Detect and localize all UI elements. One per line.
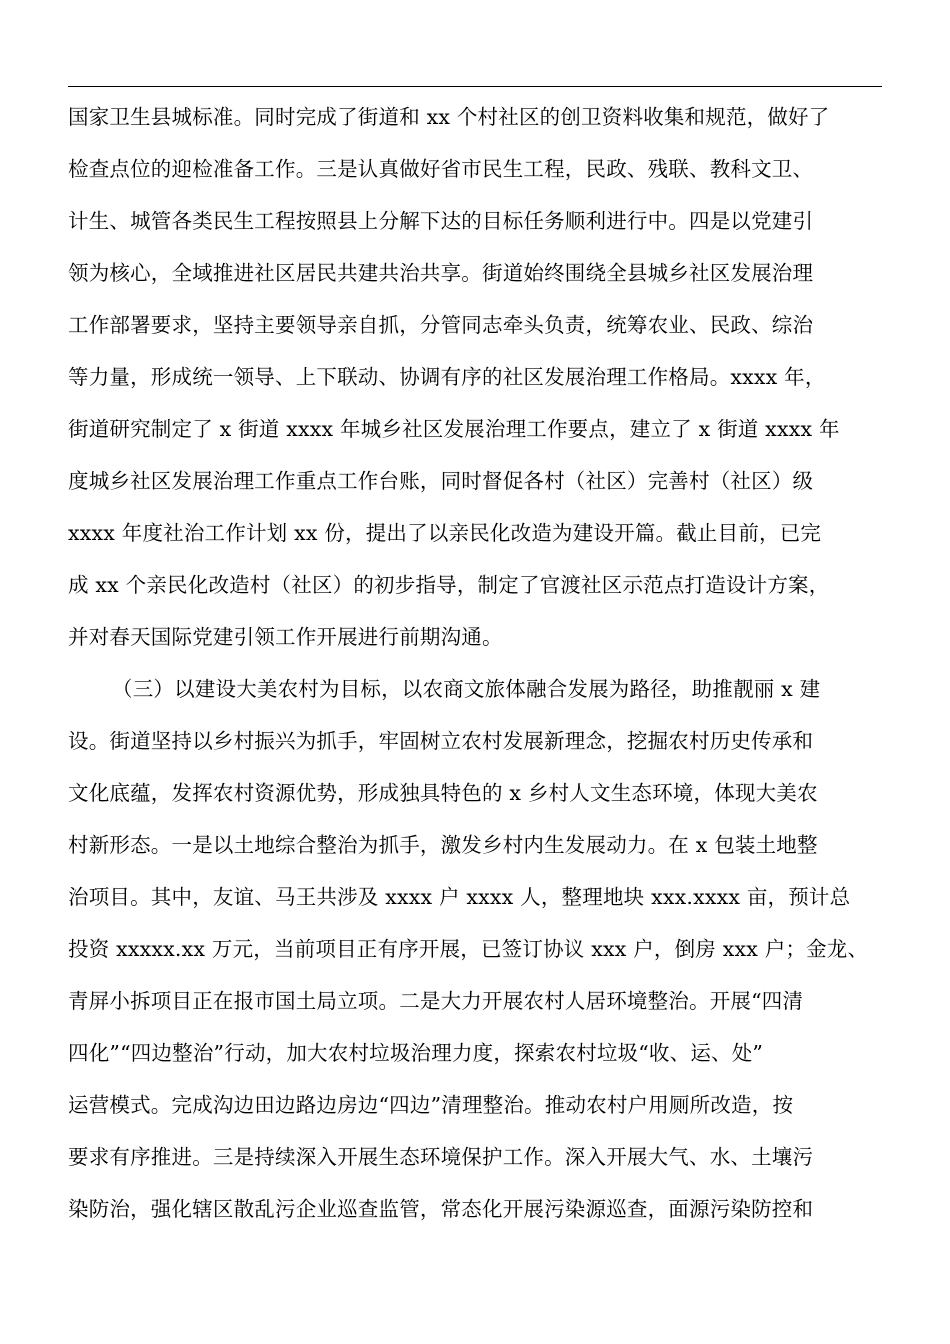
- text-line: 设。街道坚持以乡村振兴为抓手，牢固树立农村发展新理念，挖掘农村历史传承和: [68, 729, 814, 753]
- text-line: 街道研究制定了 x 街道 xxxx 年城乡社区发展治理工作要点，建立了 x 街道 xxxx 年: [68, 417, 840, 441]
- text-line: （三）以建设大美农村为目标，以农商文旅体融合发展为路径，助推靓丽 x 建: [112, 677, 821, 701]
- paragraph-continued: [68, 91, 898, 663]
- text-line: xxxx 年度社治工作计划 xx 份，提出了以亲民化改造为建设开篇。截止目前，已完: [68, 521, 822, 545]
- text-line: 运营模式。完成沟边田边路边房边“四边”清理整治。推动农村户用厕所改造，按: [68, 1093, 794, 1117]
- text-line: 投资 xxxxx.xx 万元，当前项目正有序开展，已签订协议 xxx 户，倒房 xxx 户；金龙、: [68, 937, 869, 961]
- text-line: 工作部署要求，坚持主要领导亲自抓，分管同志牵头负责，统筹农业、民政、综治: [68, 313, 814, 337]
- text-line: 并对春天国际党建引领工作开展进行前期沟通。: [68, 625, 503, 649]
- text-line: 文化底蕴，发挥农村资源优势，形成独具特色的 x 乡村人文生态环境，体现大美农: [68, 781, 818, 805]
- text-line: 度城乡社区发展治理工作重点工作台账，同时督促各村（社区）完善村（社区）级: [68, 469, 814, 493]
- document-body: [68, 91, 898, 1235]
- text-line: 要求有序推进。三是持续深入开展生态环境保护工作。深入开展大气、水、土壤污: [68, 1145, 814, 1169]
- text-line: 青屏小拆项目正在报市国土局立项。二是大力开展农村人居环境整治。开展“四清: [68, 989, 804, 1013]
- header-rule: [68, 86, 882, 87]
- text-line: 领为核心，全域推进社区居民共建共治共享。街道始终围绕全县城乡社区发展治理: [68, 261, 814, 285]
- text-line: 计生、城管各类民生工程按照县上分解下达的目标任务顺利进行中。四是以党建引: [68, 209, 814, 233]
- text-line: 等力量，形成统一领导、上下联动、协调有序的社区发展治理工作格局。xxxx 年，: [68, 365, 826, 389]
- paragraph-section-three: [68, 663, 898, 1235]
- text-line: 检查点位的迎检准备工作。三是认真做好省市民生工程，民政、残联、教科文卫、: [68, 157, 814, 181]
- text-line: 国家卫生县城标准。同时完成了街道和 xx 个村社区的创卫资料收集和规范，做好了: [68, 105, 830, 129]
- text-line: 四化”“四边整治”行动，加大农村垃圾治理力度，探索农村垃圾“收、运、处”: [68, 1041, 764, 1065]
- text-line: 村新形态。一是以土地综合整治为抓手，激发乡村内生发展动力。在 x 包装土地整: [68, 833, 818, 857]
- text-line: 治项目。其中，友谊、马王共涉及 xxxx 户 xxxx 人，整理地块 xxx.xxxx 亩，预计总: [68, 885, 851, 909]
- text-line: 成 xx 个亲民化改造村（社区）的初步指导，制定了官渡社区示范点打造设计方案，: [68, 573, 830, 597]
- text-line: 染防治，强化辖区散乱污企业巡查监管，常态化开展污染源巡查，面源污染防控和: [68, 1197, 814, 1221]
